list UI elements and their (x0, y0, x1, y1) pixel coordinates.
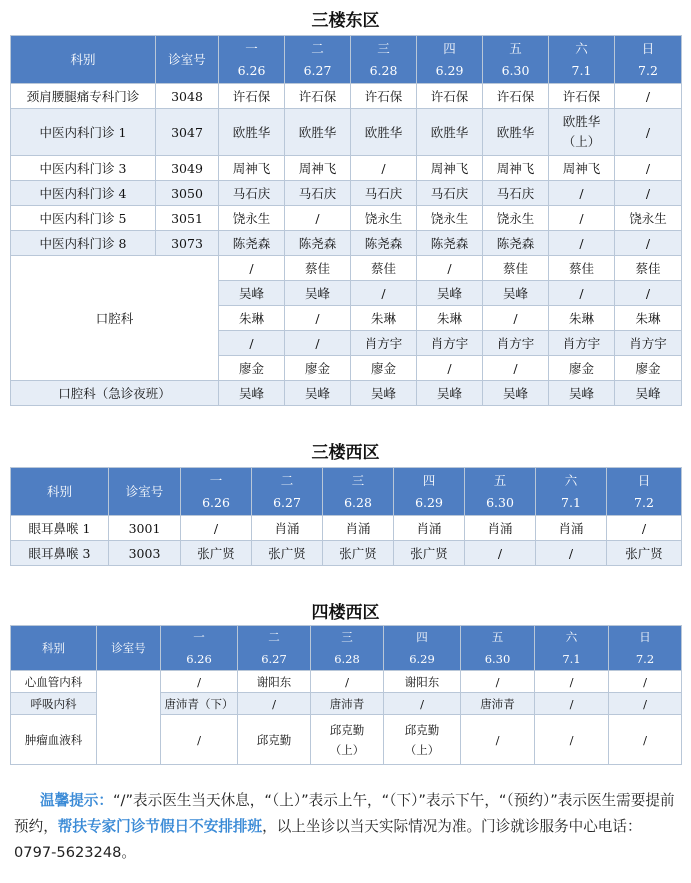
notice-text-end: ，以上坐诊以当天实际情况为准。门诊就诊服务中心电话：0797-5623248。 (14, 818, 642, 861)
col-header-day: 三 6.28 (323, 468, 394, 516)
col-header-dept: 科别 (11, 36, 156, 84)
doctor-cell: 张广贤 (181, 541, 252, 566)
doctor-cell: / (609, 671, 682, 693)
doctor-cell: 廖金 (549, 356, 615, 381)
doctor-cell: / (615, 109, 682, 156)
room-cell: 3051 (156, 206, 219, 231)
dept-cell: 眼耳鼻喉 1 (11, 516, 109, 541)
col-header-day: 一 6.26 (181, 468, 252, 516)
room-cell-empty (97, 671, 161, 765)
doctor-cell: 唐沛青（下） (161, 693, 238, 715)
section-title-west-4f: 四楼西区 (311, 603, 380, 623)
doctor-cell: 廖金 (285, 356, 351, 381)
doctor-cell: 朱琳 (549, 306, 615, 331)
doctor-cell: 许石保 (483, 84, 549, 109)
table-row (11, 671, 682, 693)
col-header-day: 五 6.30 (483, 36, 549, 84)
doctor-cell: 邱克勤（上） (311, 715, 384, 765)
doctor-cell: 欧胜华 (351, 109, 417, 156)
doctor-cell: 马石庆 (285, 181, 351, 206)
doctor-cell: 谢阳东 (238, 671, 311, 693)
doctor-cell: 吴峰 (417, 281, 483, 306)
room-cell: 3001 (109, 516, 181, 541)
doctor-cell: 唐沛青 (311, 693, 384, 715)
doctor-cell: / (483, 356, 549, 381)
doctor-cell: / (285, 206, 351, 231)
doctor-cell: 许石保 (351, 84, 417, 109)
doctor-cell: / (615, 181, 682, 206)
doctor-cell: 朱琳 (615, 306, 682, 331)
col-header-day: 六 7.1 (535, 626, 609, 671)
col-header-day: 二 6.27 (238, 626, 311, 671)
doctor-cell: 吴峰 (615, 381, 682, 406)
doctor-cell: / (535, 715, 609, 765)
notice-paragraph (14, 788, 680, 866)
doctor-cell: 蔡佳 (285, 256, 351, 281)
doctor-cell: 吴峰 (417, 381, 483, 406)
doctor-cell: 饶永生 (483, 206, 549, 231)
col-header-day: 六 7.1 (536, 468, 607, 516)
doctor-cell: 欧胜华 (285, 109, 351, 156)
doctor-cell: 吴峰 (549, 381, 615, 406)
doctor-cell: 廖金 (615, 356, 682, 381)
col-header-day: 二 6.27 (252, 468, 323, 516)
table-row (11, 156, 682, 181)
doctor-cell: 肖方宇 (615, 331, 682, 356)
table-row (11, 381, 682, 406)
doctor-cell: 张广贤 (252, 541, 323, 566)
col-header-day: 三 6.28 (351, 36, 417, 84)
room-cell: 3049 (156, 156, 219, 181)
room-cell: 3073 (156, 231, 219, 256)
doctor-cell: 廖金 (219, 356, 285, 381)
doctor-cell: 肖方宇 (549, 331, 615, 356)
schedule-table-west-3f (10, 467, 682, 566)
dept-cell: 中医内科门诊 8 (11, 231, 156, 256)
doctor-cell: / (465, 541, 536, 566)
doctor-cell: / (161, 671, 238, 693)
table-row (11, 109, 682, 156)
dept-cell: 中医内科门诊 5 (11, 206, 156, 231)
col-header-day: 六 7.1 (549, 36, 615, 84)
doctor-cell: 马石庆 (417, 181, 483, 206)
doctor-cell: 肖方宇 (417, 331, 483, 356)
col-header-dept: 科别 (11, 626, 97, 671)
col-header-day: 日 7.2 (615, 36, 682, 84)
doctor-cell: / (549, 231, 615, 256)
dept-cell-oral: 口腔科 (11, 256, 219, 381)
doctor-cell: 欧胜华 (483, 109, 549, 156)
dept-cell: 肿瘤血液科 (11, 715, 97, 765)
doctor-cell: 许石保 (417, 84, 483, 109)
doctor-cell: 吴峰 (483, 281, 549, 306)
doctor-cell: 吴峰 (219, 381, 285, 406)
doctor-cell: 蔡佳 (615, 256, 682, 281)
doctor-cell: 马石庆 (219, 181, 285, 206)
col-header-dept: 科别 (11, 468, 109, 516)
col-header-day: 四 6.29 (394, 468, 465, 516)
table-row (11, 231, 682, 256)
doctor-cell: 欧胜华 (417, 109, 483, 156)
doctor-cell: 许石保 (219, 84, 285, 109)
dept-cell: 心血管内科 (11, 671, 97, 693)
doctor-cell: 蔡佳 (483, 256, 549, 281)
section-title-east-3f: 三楼东区 (311, 11, 380, 31)
doctor-cell: 唐沛青 (461, 693, 535, 715)
doctor-cell: / (609, 693, 682, 715)
table-row (11, 206, 682, 231)
doctor-cell: 肖方宇 (351, 331, 417, 356)
table-row (11, 181, 682, 206)
col-header-day: 五 6.30 (461, 626, 535, 671)
dept-cell: 颈肩腰腿痛专科门诊 (11, 84, 156, 109)
col-header-day: 四 6.29 (384, 626, 461, 671)
col-header-day: 二 6.27 (285, 36, 351, 84)
room-cell: 3048 (156, 84, 219, 109)
doctor-cell: 邱克勤（上） (384, 715, 461, 765)
doctor-cell: 吴峰 (483, 381, 549, 406)
col-header-day: 一 6.26 (161, 626, 238, 671)
doctor-cell: 肖涌 (252, 516, 323, 541)
doctor-cell: 吴峰 (285, 381, 351, 406)
doctor-cell: 陈尧森 (417, 231, 483, 256)
doctor-cell: 陈尧森 (219, 231, 285, 256)
doctor-cell: 蔡佳 (549, 256, 615, 281)
doctor-cell: / (615, 281, 682, 306)
doctor-cell: 吴峰 (285, 281, 351, 306)
doctor-cell: / (351, 156, 417, 181)
doctor-cell: / (607, 516, 682, 541)
doctor-cell: 饶永生 (219, 206, 285, 231)
table-header (11, 626, 682, 671)
doctor-cell: / (615, 84, 682, 109)
doctor-cell: / (461, 671, 535, 693)
doctor-cell: 陈尧森 (351, 231, 417, 256)
notice-highlight: 帮扶专家门诊节假日不安排排班 (57, 818, 263, 835)
doctor-cell: / (609, 715, 682, 765)
doctor-cell: 陈尧森 (285, 231, 351, 256)
doctor-cell: / (181, 516, 252, 541)
room-cell: 3050 (156, 181, 219, 206)
col-header-day: 三 6.28 (311, 626, 384, 671)
col-header-day: 五 6.30 (465, 468, 536, 516)
doctor-cell: 马石庆 (351, 181, 417, 206)
doctor-cell: 朱琳 (219, 306, 285, 331)
room-cell: 3003 (109, 541, 181, 566)
doctor-cell: / (285, 306, 351, 331)
doctor-cell: 欧胜华（上） (549, 109, 615, 156)
col-header-day: 四 6.29 (417, 36, 483, 84)
doctor-cell: / (549, 181, 615, 206)
col-header-room: 诊室号 (156, 36, 219, 84)
doctor-cell: 肖涌 (465, 516, 536, 541)
dept-cell: 中医内科门诊 3 (11, 156, 156, 181)
doctor-cell: 欧胜华 (219, 109, 285, 156)
doctor-cell: / (615, 231, 682, 256)
doctor-cell: 陈尧森 (483, 231, 549, 256)
table-row (11, 516, 682, 541)
doctor-cell: 朱琳 (417, 306, 483, 331)
doctor-cell: 张广贤 (394, 541, 465, 566)
doctor-cell: / (535, 671, 609, 693)
doctor-cell: 周神飞 (417, 156, 483, 181)
doctor-cell: 吴峰 (351, 381, 417, 406)
doctor-cell: 肖涌 (394, 516, 465, 541)
dept-cell: 中医内科门诊 4 (11, 181, 156, 206)
doctor-cell: 廖金 (351, 356, 417, 381)
schedule-table-east-3f (10, 35, 682, 406)
notice-text: “/”表示医生当天休息，“（上）”表示上午，“（下）”表示下午，“（预约）”表示医生需要提前预约， (14, 792, 675, 835)
doctor-cell: 饶永生 (351, 206, 417, 231)
col-header-day: 一 6.26 (219, 36, 285, 84)
doctor-cell: / (351, 281, 417, 306)
doctor-cell: 肖方宇 (483, 331, 549, 356)
doctor-cell: 肖涌 (323, 516, 394, 541)
section-title-west-3f: 三楼西区 (311, 443, 380, 463)
table-header (11, 468, 682, 516)
doctor-cell: / (219, 331, 285, 356)
doctor-cell: / (417, 356, 483, 381)
dept-cell: 呼吸内科 (11, 693, 97, 715)
col-header-day: 日 7.2 (607, 468, 682, 516)
doctor-cell: / (535, 693, 609, 715)
doctor-cell: 许石保 (549, 84, 615, 109)
doctor-cell: 周神飞 (549, 156, 615, 181)
dept-cell: 中医内科门诊 1 (11, 109, 156, 156)
col-header-room: 诊室号 (109, 468, 181, 516)
doctor-cell: / (549, 281, 615, 306)
doctor-cell: 许石保 (285, 84, 351, 109)
doctor-cell: 张广贤 (323, 541, 394, 566)
doctor-cell: / (311, 671, 384, 693)
doctor-cell: 马石庆 (483, 181, 549, 206)
doctor-cell: 邱克勤 (238, 715, 311, 765)
doctor-cell: 周神飞 (219, 156, 285, 181)
doctor-cell: 朱琳 (351, 306, 417, 331)
doctor-cell: / (384, 693, 461, 715)
col-header-day: 日 7.2 (609, 626, 682, 671)
doctor-cell: 张广贤 (607, 541, 682, 566)
doctor-cell: / (285, 331, 351, 356)
notice-label: 温馨提示： (40, 792, 113, 809)
room-cell: 3047 (156, 109, 219, 156)
doctor-cell: / (483, 306, 549, 331)
doctor-cell: / (161, 715, 238, 765)
table-row (11, 541, 682, 566)
table-header (11, 36, 682, 84)
doctor-cell: 周神飞 (483, 156, 549, 181)
doctor-cell: / (615, 156, 682, 181)
doctor-cell: 肖涌 (536, 516, 607, 541)
dept-cell: 眼耳鼻喉 3 (11, 541, 109, 566)
doctor-cell: / (238, 693, 311, 715)
doctor-cell: / (536, 541, 607, 566)
doctor-cell: / (549, 206, 615, 231)
doctor-cell: / (219, 256, 285, 281)
doctor-cell: 饶永生 (615, 206, 682, 231)
doctor-cell: 谢阳东 (384, 671, 461, 693)
doctor-cell: 蔡佳 (351, 256, 417, 281)
col-header-room: 诊室号 (97, 626, 161, 671)
doctor-cell: / (417, 256, 483, 281)
table-row (11, 256, 682, 281)
dept-cell: 口腔科（急诊夜班） (11, 381, 219, 406)
schedule-table-west-4f (10, 625, 682, 765)
doctor-cell: 吴峰 (219, 281, 285, 306)
doctor-cell: 周神飞 (285, 156, 351, 181)
table-row (11, 84, 682, 109)
doctor-cell: 饶永生 (417, 206, 483, 231)
doctor-cell: / (461, 715, 535, 765)
